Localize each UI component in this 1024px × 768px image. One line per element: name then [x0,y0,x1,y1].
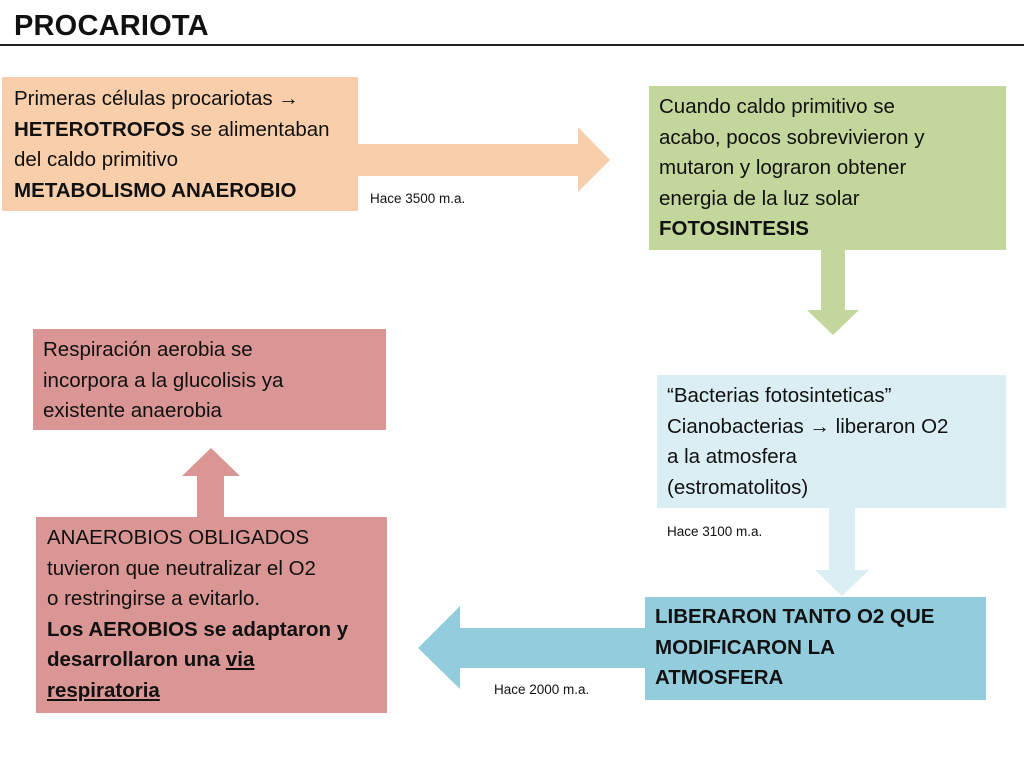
arrow-right-icon: → [809,414,830,438]
box-line: incorpora a la glucolisis ya [43,368,284,392]
box-line: tuvieron que neutralizar el O2 [47,556,316,580]
arrow-left-shape [418,606,649,689]
box-line: acabo, pocos sobrevivieron y [659,125,925,149]
box-anaerobios-obligados [36,517,387,713]
box-line: o restringirse a evitarlo. [47,587,261,610]
box-line [14,115,358,146]
box-line: “Bacterias fotosinteticas” [667,384,892,407]
arrow-down-green-icon [806,248,860,336]
box-line: LIBERARON TANTO O2 QUE [655,605,935,628]
arrow-down-lightblue-icon [814,506,870,597]
bold-text: desarrollaron una [47,648,226,671]
underlined-text: respiratoria [47,678,160,702]
bold-text: HETEROTROFOS [14,117,185,141]
box-line [659,214,1006,245]
arrow-down-green-shape [807,248,859,335]
bold-text: Los AEROBIOS se adaptaron y [47,617,349,641]
box-line [47,615,387,646]
box-line: del caldo primitivo [14,148,179,171]
note-hace-3500: Hace 3500 m.a. [370,191,466,206]
note-hace-2000: Hace 2000 m.a. [494,682,590,697]
underlined-text: via [225,648,255,671]
box-line [667,412,1006,443]
page-title: PROCARIOTA [14,10,209,42]
box-line: existente anaerobia [43,399,222,422]
box-line [47,676,387,707]
box-line: (estromatolitos) [667,475,809,499]
bold-text: FOTOSINTESIS [659,217,809,240]
arrow-right-shape [356,127,610,192]
bold-text: METABOLISMO ANAEROBIO [14,178,297,202]
text: Primeras células procariotas [14,87,273,110]
box-line: mutaron y lograron obtener [659,156,907,179]
box-line [14,176,358,207]
box-liberaron-o2 [645,597,986,700]
box-primeras-celulas [2,77,358,211]
box-line: ANAEROBIOS OBLIGADOS [47,526,310,549]
arrow-right-icon: → [278,87,299,110]
box-line: a la atmosfera [667,445,797,468]
arrow-down-lightblue-shape [815,506,869,596]
arrow-right-icon [356,127,612,193]
box-line: ATMOSFERA [655,666,784,689]
box-line: energia de la luz solar [659,186,860,210]
box-line: MODIFICARON LA [655,635,835,659]
text: Cianobacterias [667,414,804,438]
text: se alimentaban [184,117,330,141]
arrow-left-icon [418,606,650,690]
box-fotosintesis [649,86,1006,250]
box-line [47,645,387,676]
box-respiracion-aerobia [33,329,386,430]
box-line: Cuando caldo primitivo se [659,95,895,118]
arrow-up-icon [181,448,241,520]
title-underline [0,44,1024,46]
text: liberaron O2 [829,414,949,438]
box-bacterias-fotosinteticas [657,375,1006,508]
box-line [14,84,358,115]
box-line: Respiración aerobia se [43,338,253,361]
arrow-up-shape [182,448,240,519]
note-hace-3100: Hace 3100 m.a. [667,524,763,539]
